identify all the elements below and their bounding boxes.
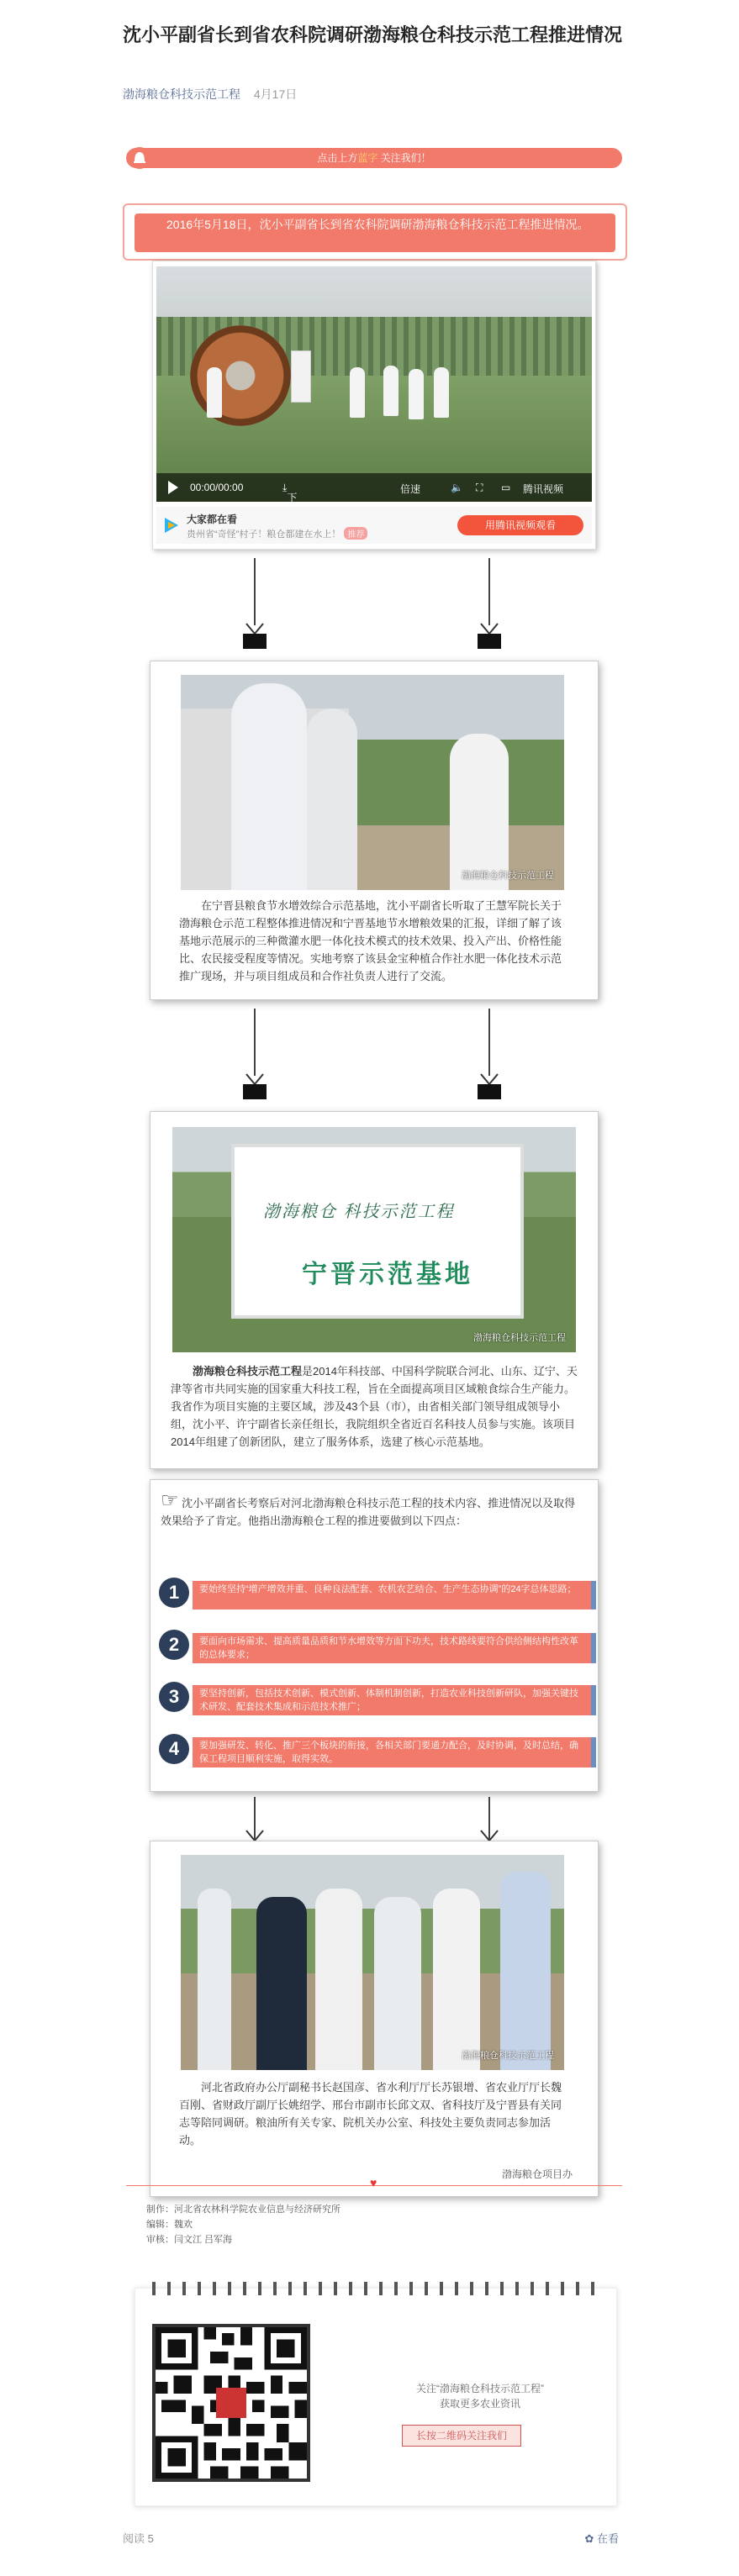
- qr-card: [135, 2288, 617, 2506]
- video-ad-row[interactable]: [156, 507, 592, 544]
- field-visit-photo: [181, 675, 564, 890]
- open-in-tencent-video-button[interactable]: 用腾讯视频观看: [457, 515, 583, 535]
- hanging-string: [254, 558, 256, 625]
- photo-card-1: [150, 661, 599, 1000]
- point-item: [159, 1682, 589, 1715]
- follow-text-highlight: 蓝字: [357, 152, 378, 164]
- read-count: 阅读 5: [123, 2532, 154, 2545]
- play-icon[interactable]: [168, 481, 178, 494]
- credit-reviewer: 审核：闫文江 吕军海: [146, 2235, 233, 2245]
- photo1-caption: 在宁晋县粮食节水增效综合示范基地，沈小平副省长听取了王慧军院长关于渤海粮仓示范工程整体推进情况和宁晋基地节水增粮效果的汇报，详细了解了该基地示范展示的三种微灌水肥一体化技术模式的技术效果、投入产出、价格性能比、农民接受程度等情况。实地考察了该县金宝种植合作社水肥一体化技术示范推广现场，并与项目组成员和合作社负责人进行了交流。: [179, 899, 562, 982]
- delegation-photo: [181, 1855, 564, 2070]
- photo3-caption: 河北省政府办公厅副秘书长赵国彦、省水利厅厅长苏银增、省农业厅厅长魏百刚、省财政厅副厅长姚绍学、邢台市副市长邱文双、省科技厅及宁晋县有关同志等陪同调研。粮油所有关专家、院机关办公室、科技处主要负责同志参加活动。: [179, 2081, 562, 2147]
- credit-editor: 编辑：魏欢: [146, 2220, 193, 2230]
- point-item: [159, 1578, 589, 1611]
- signoff: 渤海粮仓项目办: [501, 2168, 573, 2180]
- ad-badge: 推荐: [344, 527, 367, 540]
- point-text: 要面向市场需求、提高质量品质和节水增效等方面下功夫，技术路线要符合供给侧结构性改革的总体要求；: [193, 1633, 596, 1663]
- article-title: 沈小平副省长到省农科院调研渤海粮仓科技示范工程推进情况: [123, 24, 623, 45]
- speed-button[interactable]: 倍速: [400, 483, 421, 495]
- credit-producer: 制作：河北省农林科学院农业信息与经济研究所: [146, 2205, 340, 2215]
- binder-clip-icon: [238, 622, 272, 651]
- points-intro: ☞ 沈小平副省长考察后对河北渤海粮仓科技示范工程的技术内容、推进情况以及取得效果给予了肯定。他指出渤海粮仓工程的推进要做到以下四点：: [161, 1489, 576, 1527]
- binder-clip-icon: [472, 622, 506, 651]
- heart-icon: ♥: [370, 2176, 377, 2189]
- sign-line1: 渤海粮仓 科技示范工程: [263, 1203, 455, 1221]
- qr-prompt: 关注“渤海粮仓科技示范工程” 获取更多农业资讯: [416, 2383, 544, 2410]
- photo-card-2: [150, 1111, 599, 1469]
- hanging-string: [488, 1009, 490, 1076]
- video-controls: [156, 473, 592, 502]
- point-text: 要始终坚持“增产增效并重、良种良法配套、农机农艺结合、生产生态协调”的24字总体思路；: [193, 1581, 596, 1609]
- video-time: 00:00/00:00: [190, 482, 244, 493]
- ad-title: 大家都在看: [187, 514, 238, 525]
- photo-card-3: [150, 1841, 599, 2197]
- hanging-string: [254, 1009, 256, 1076]
- ad-subtitle: 贵州省“奇怪”村子！粮仓都建在水上！ 推荐: [187, 527, 367, 540]
- pointing-hand-icon: ☞: [161, 1489, 179, 1512]
- binder-clip-icon: [238, 1072, 272, 1101]
- wow-button[interactable]: ✿ 在看: [584, 2532, 619, 2545]
- point-number: 2: [159, 1630, 189, 1660]
- irrigation-reel-image: [190, 325, 291, 426]
- point-item: [159, 1630, 589, 1663]
- sign-line2: 宁晋示范基地: [302, 1261, 473, 1288]
- key-points-card: [150, 1479, 599, 1792]
- point-item: [159, 1734, 589, 1767]
- video-player[interactable]: [156, 266, 592, 502]
- point-number: 1: [159, 1578, 189, 1608]
- pip-icon[interactable]: ▭: [501, 482, 511, 493]
- tencent-video-brand: 腾讯视频: [523, 483, 564, 495]
- demo-base-sign: [231, 1144, 524, 1319]
- bell-icon: [126, 145, 156, 170]
- hanging-string: [488, 558, 490, 625]
- binder-clip-icon: [472, 1072, 506, 1101]
- tencent-video-logo-icon: [161, 515, 182, 535]
- project-name-bold: 渤海粮仓科技示范工程: [193, 1365, 303, 1378]
- point-text: 要加强研发、转化、推广三个板块的衔接，各相关部门要通力配合，及时协调，及时总结，确保工程项目顺利实施，取得实效。: [193, 1737, 596, 1767]
- qr-code-image[interactable]: [152, 2324, 310, 2482]
- publish-date: 4月17日: [253, 87, 298, 101]
- point-number: 3: [159, 1682, 189, 1712]
- point-number: 4: [159, 1734, 189, 1764]
- fullscreen-icon[interactable]: ⛶: [476, 482, 483, 493]
- article-meta: [123, 86, 297, 103]
- photo-watermark: 渤海粮仓科技示范工程: [462, 2051, 554, 2061]
- video-card: [152, 261, 596, 550]
- download-video-button[interactable]: ⤓ 下: [282, 482, 298, 502]
- bottom-bar: [123, 2530, 619, 2546]
- account-name-link[interactable]: 渤海粮仓科技示范工程: [123, 87, 240, 101]
- credits: [146, 2202, 340, 2247]
- follow-text-post: 关注我们！: [377, 152, 431, 164]
- follow-text-pre: 点击上方: [317, 152, 358, 164]
- intro-text: 2016年5月18日，沈小平副省长到省农科院调研渤海粮仓科技示范工程推进情况。: [135, 213, 615, 252]
- intro-box: [123, 203, 627, 261]
- volume-icon[interactable]: 🔈: [451, 482, 463, 493]
- photo-watermark: 渤海粮仓科技示范工程: [462, 871, 554, 881]
- demo-base-sign-photo: [172, 1127, 576, 1352]
- follow-qr-button[interactable]: 长按二维码关注我们: [402, 2425, 521, 2447]
- point-text: 要坚持创新，包括技术创新、模式创新、体制机制创新，打造农业科技创新研队，加强关键技术研发、配套技术集成和示范技术推广；: [193, 1685, 596, 1715]
- photo2-caption: 渤海粮仓科技示范工程是2014年科技部、中国科学院联合河北、山东、辽宁、天津等省市共同实施的国家重大科技工程，旨在全面提高项目区域粮食综合生产能力。我省作为项目实施的主要区域，涉及43个县（市），由省相关部门领导组成领导小组，沈小平、许宁副省长亲任组长，我院组织全省近百名科技人员参与实施。该项目2014年组建了创新团队，建立了服务体系，选建了核心示范基地。: [171, 1365, 578, 1448]
- spiral-binding: [152, 2282, 598, 2295]
- follow-banner: [126, 148, 622, 168]
- photo-watermark: 渤海粮仓科技示范工程: [473, 1333, 566, 1343]
